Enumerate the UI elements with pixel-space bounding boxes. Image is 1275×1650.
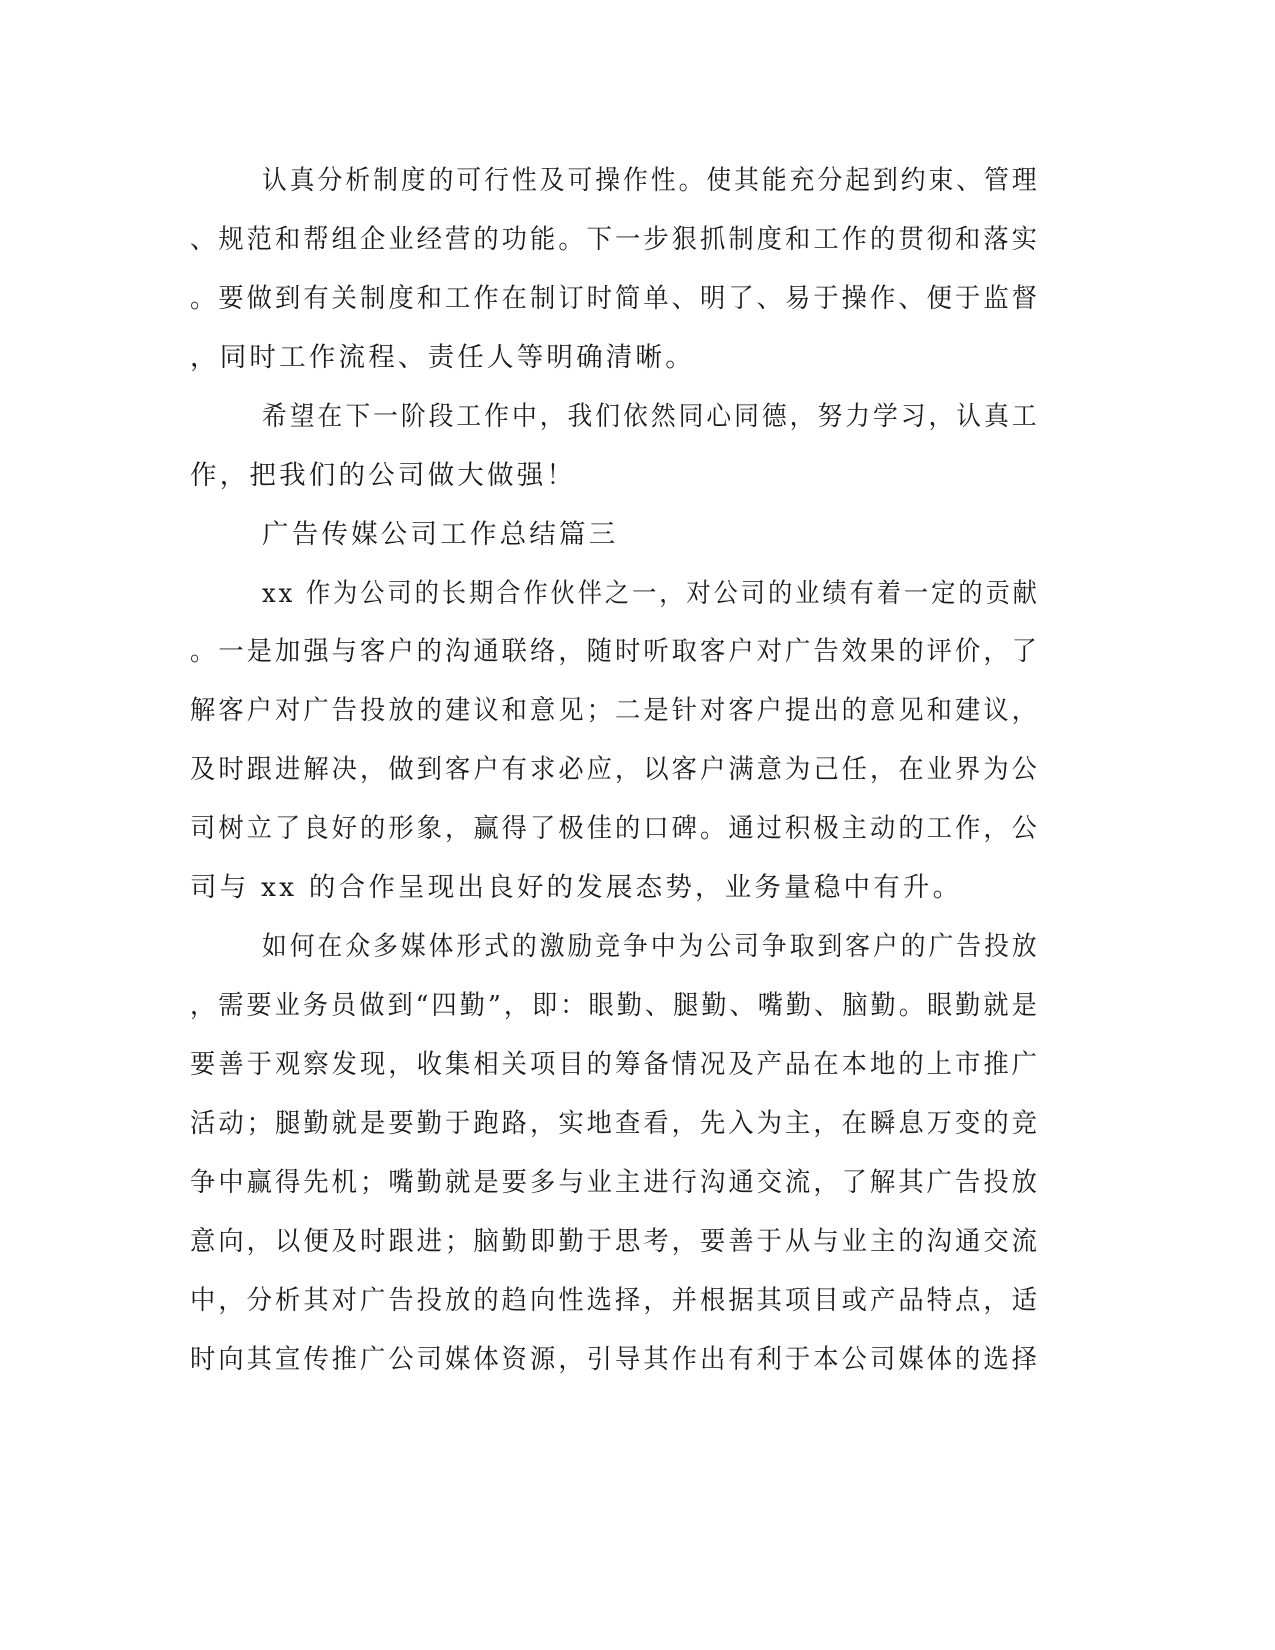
text-line: 。一是加强与客户的沟通联络，随时听取客户对广告效果的评价，了: [190, 636, 1041, 667]
text-line: 要善于观察发现，收集相关项目的筹备情况及产品在本地的上市推广: [190, 1049, 1041, 1080]
text-line: 如何在众多媒体形式的激励竞争中为公司争取到客户的广告投放: [262, 931, 1040, 962]
text-line: 希望在下一阶段工作中，我们依然同心同德，努力学习，认真工: [262, 401, 1040, 432]
section-heading: 广告传媒公司工作总结篇三: [262, 519, 619, 550]
text-line: 时向其宣传推广公司媒体资源，引导其作出有利于本公司媒体的选择: [190, 1344, 1041, 1375]
text-line: 认真分析制度的可行性及可操作性。使其能充分起到约束、管理: [262, 165, 1040, 196]
text-line: 意向，以便及时跟进；脑勤即勤于思考，要善于从与业主的沟通交流: [190, 1226, 1041, 1257]
text-line: 争中赢得先机；嘴勤就是要多与业主进行沟通交流，了解其广告投放: [190, 1167, 1041, 1198]
text-line: 、规范和帮组企业经营的功能。下一步狠抓制度和工作的贯彻和落实: [190, 224, 1041, 255]
text-line: 司树立了良好的形象，赢得了极佳的口碑。通过积极主动的工作，公: [190, 813, 1041, 844]
text-line: 及时跟进解决，做到客户有求必应，以客户满意为己任，在业界为公: [190, 754, 1041, 785]
text-line: 中，分析其对广告投放的趋向性选择，并根据其项目或产品特点，适: [190, 1285, 1041, 1316]
text-line: 。要做到有关制度和工作在制订时简单、明了、易于操作、便于监督: [190, 283, 1041, 314]
text-line: ，同时工作流程、责任人等明确清晰。: [190, 342, 695, 373]
text-line: ，需要业务员做到“四勤”，即：眼勤、腿勤、嘴勤、脑勤。眼勤就是: [190, 990, 1040, 1021]
text-line: 解客户对广告投放的建议和意见；二是针对客户提出的意见和建议，: [190, 695, 1041, 726]
text-line: 活动；腿勤就是要勤于跑路，实地查看，先入为主，在瞬息万变的竞: [190, 1108, 1041, 1139]
text-line: 司与 xx 的合作呈现出良好的发展态势，业务量稳中有升。: [190, 872, 963, 903]
text-line: xx 作为公司的长期合作伙伴之一，对公司的业绩有着一定的贡献: [262, 578, 1040, 609]
text-line: 作，把我们的公司做大做强！: [190, 460, 577, 491]
